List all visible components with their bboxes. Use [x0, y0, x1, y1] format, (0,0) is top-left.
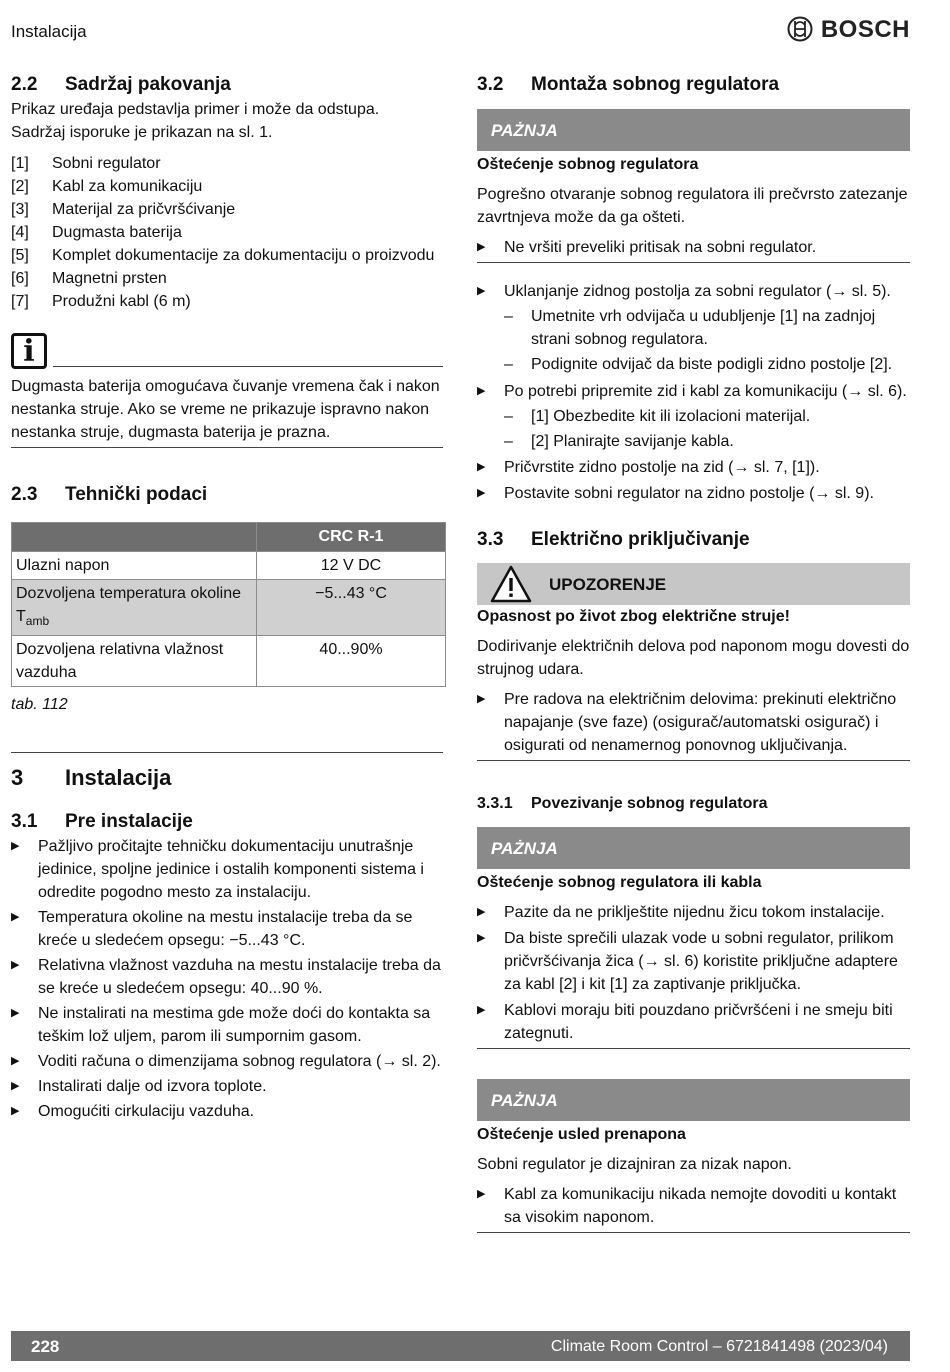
list-item: ▶ Relativna vlažnost vazduha na mestu instalacije treba da se kreće u sledećem opsegu: 40...90 %.	[11, 954, 443, 1000]
page-footer	[11, 1331, 910, 1361]
list-item: ▶ Pričvrstite zidno postolje na zid (→ sl. 7, [1]).	[477, 456, 910, 479]
bosch-armature-icon	[787, 16, 813, 42]
list-item: ▶ Temperatura okoline na mestu instalacije treba da se kreće u sledećem opsegu: −5...43 °C.	[11, 906, 443, 952]
warning-triangle-icon	[489, 564, 533, 604]
notice-title: Oštećenje sobnog regulatora	[477, 156, 699, 173]
left-column	[11, 72, 443, 1123]
list-item: ▶ Pažljivo pročitajte tehničku dokumentaciju unutrašnje jedinice, spoljne jedinice i ostalih komponenti sistema i odredite pogodno mesto za instalaciju.	[11, 835, 443, 904]
warning-text: Dodirivanje električnih delova pod naponom mogu dovesti do strujnog udara.	[477, 638, 910, 678]
list-item: ▶ Pre radova na električnim delovima: prekinuti električno napajanje (sve faze) (osigurač/automatski osigurač) i osigurati od nenamernog ponovnog uključivanja.	[477, 688, 910, 757]
list-item: [4] Dugmasta baterija	[11, 224, 182, 241]
list-item: [3] Materijal za pričvršćivanje	[11, 201, 236, 218]
technical-data-table	[11, 522, 446, 687]
info-note-text: Dugmasta baterija omogućava čuvanje vremena čak i nakon nestanka struje. Ako se vreme ne prikazuje ispravno nakon nestanka struje, dugmasta baterija je prazna.	[11, 378, 440, 441]
list-item: [5] Komplet dokumentacije za dokumentaciju o proizvodu	[11, 247, 435, 264]
list-item: ▶ Po potrebi pripremite zid i kabl za komunikaciju (→ sl. 6). – [1] Obezbedite kit ili izolacioni materijal. – [2] Planirajte savijanje kabla.	[477, 380, 910, 453]
list-item: ▶ Pazite da ne priklještite nijednu žicu tokom instalacije.	[477, 901, 910, 924]
intro-line-2: Sadržaj isporuke je prikazan na sl. 1.	[11, 124, 273, 141]
notice-bar: PAŻNJA	[477, 1079, 910, 1121]
right-column	[477, 72, 910, 1233]
sub-step: – Umetnite vrh odvijača u udubljenje [1] na zadnjoj strani sobnog regulatora.	[504, 305, 910, 351]
list-item: ▶ Kabl za komunikaciju nikada nemojte dovoditi u kontakt sa visokim naponom.	[477, 1183, 910, 1229]
list-item: ▶ Postavite sobni regulator na zidno postolje (→ sl. 9).	[477, 482, 910, 505]
brand-name: BOSCH	[820, 15, 910, 43]
pre-installation-list	[11, 835, 443, 1123]
page-number: 228	[31, 1336, 60, 1356]
sub-step: – [2] Planirajte savijanje kabla.	[504, 430, 910, 453]
mounting-steps-list	[477, 280, 910, 505]
notice-bar: PAŻNJA	[477, 109, 910, 151]
warning-bar	[477, 563, 910, 605]
section-3-3-1-heading: 3.3.1 Povezivanje sobnog regulatora	[477, 795, 768, 812]
list-item: [6] Magnetni prsten	[11, 270, 167, 287]
list-item: [1] Sobni regulator	[11, 155, 161, 172]
list-item: [2] Kabl za komunikaciju	[11, 178, 203, 195]
package-contents-list	[11, 152, 443, 313]
section-2-3-heading: 2.3 Tehnički podaci	[11, 484, 208, 505]
notice-title: Oštećenje usled prenapona	[477, 1126, 686, 1143]
bosch-logo	[787, 16, 910, 42]
running-header: Instalacija	[11, 22, 87, 41]
list-item: ▶ Omogućiti cirkulaciju vazduha.	[11, 1100, 443, 1123]
notice-text: Sobni regulator je dizajniran za nizak napon.	[477, 1156, 792, 1173]
list-item: ▶ Ne vršiti preveliki pritisak na sobni regulator.	[477, 236, 910, 259]
table-header-cell	[12, 523, 257, 552]
table-row: Ulazni napon 12 V DC	[12, 552, 446, 580]
list-item: ▶ Voditi računa o dimenzijama sobnog regulatora (→ sl. 2).	[11, 1050, 443, 1073]
table-caption: tab. 112	[11, 696, 68, 714]
info-note-header	[11, 333, 443, 369]
warning-title: Opasnost po život zbog električne struje!	[477, 608, 790, 625]
section-3-2-heading: 3.2 Montaža sobnog regulatora	[477, 74, 780, 95]
sub-step: – [1] Obezbedite kit ili izolacioni materijal.	[504, 405, 910, 428]
section-3-3-heading: 3.3 Električno priključivanje	[477, 529, 750, 550]
info-icon: i	[11, 333, 47, 369]
list-item: ▶ Instalirati dalje od izvora toplote.	[11, 1075, 443, 1098]
list-item: ▶ Kablovi moraju biti pouzdano pričvršćeni i ne smeju biti zategnuti.	[477, 999, 910, 1045]
chapter-3-heading: 3 Instalacija	[11, 765, 172, 791]
list-item: ▶ Da biste sprečili ulazak vode u sobni regulator, prilikom pričvršćivanja žica (→ sl. 6) koristite priključne adaptere za kabl [2] i kit [1] za zaptivanje priključka.	[477, 927, 910, 996]
notice-text: Pogrešno otvaranje sobnog regulatora ili prečvrsto zatezanje zavrtnjeva može da ga ošteti.	[477, 186, 908, 226]
notice-bar: PAŻNJA	[477, 827, 910, 869]
table-header-cell: CRC R-1	[257, 523, 446, 552]
sub-step: – Podignite odvijač da biste podigli zidno postolje [2].	[504, 353, 910, 376]
section-3-1-heading: 3.1 Pre instalacije	[11, 811, 193, 833]
document-reference: Climate Room Control – 6721841498 (2023/04)	[550, 1337, 888, 1355]
warning-label: UPOZORENJE	[549, 574, 667, 594]
list-item: [7] Produžni kabl (6 m)	[11, 293, 191, 310]
section-2-2-heading: 2.2 Sadržaj pakovanja	[11, 74, 231, 95]
notice-title: Oštećenje sobnog regulatora ili kabla	[477, 874, 762, 891]
table-row: Dozvoljena temperatura okoline $T_{amb}$ −5...43 °C	[12, 580, 446, 636]
list-item: ▶ Uklanjanje zidnog postolja za sobni regulator (→ sl. 5). – Umetnite vrh odvijača u udubljenje [1] na zadnjoj strani sobnog regulatora. – Podignite odvijač da biste podigli zidno postolje [2].	[477, 280, 910, 376]
table-row: Dozvoljena relativna vlažnost vazduha 40...90%	[12, 636, 446, 687]
list-item: ▶ Ne instalirati na mestima gde može doći do kontakta sa teškim lož uljem, parom ili sumpornim gasom.	[11, 1002, 443, 1048]
intro-line-1: Prikaz uređaja pedstavlja primer i može da odstupa.	[11, 101, 380, 118]
